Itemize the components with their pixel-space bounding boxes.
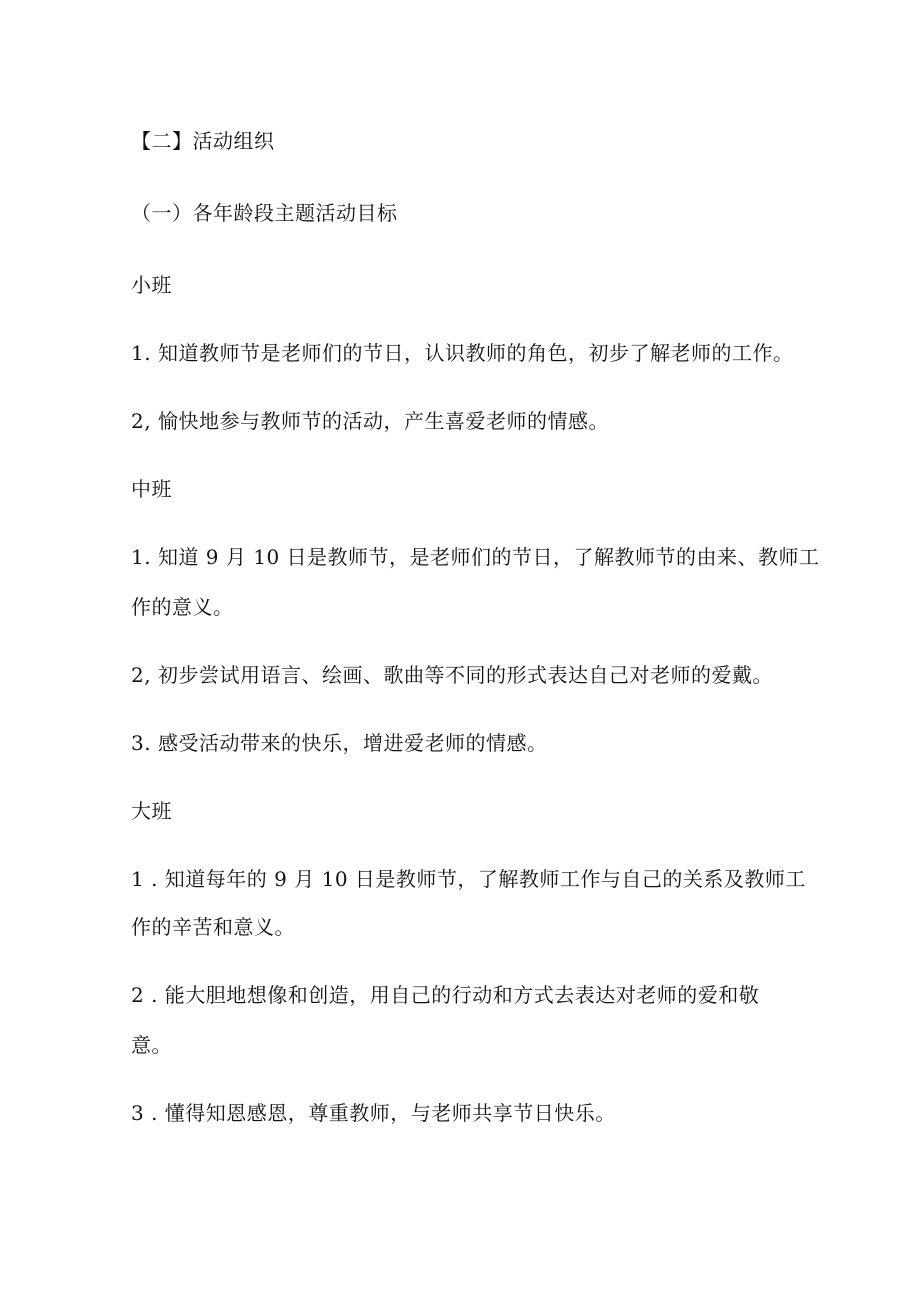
subsection-heading: （一）各年龄段主题活动目标 xyxy=(131,201,398,225)
middle-class-item-3: 3. 感受活动带来的快乐，增进爱老师的情感。 xyxy=(131,731,548,755)
section-heading: 【二】活动组织 xyxy=(131,129,275,153)
small-class-item-1: 1. 知道教师节是老师们的节日，认识教师的角色，初步了解老师的工作。 xyxy=(131,341,794,365)
large-class-item-2-line-1: 2 . 能大胆地想像和创造，用自己的行动和方式去表达对老师的爱和敬 xyxy=(131,983,760,1007)
middle-class-item-2: 2, 初步尝试用语言、绘画、歌曲等不同的形式表达自己对老师的爱戴。 xyxy=(131,663,773,687)
large-class-item-1-line-1: 1 . 知道每年的 9 月 10 日是教师节，了解教师工作与自己的关系及教师工 xyxy=(131,867,806,891)
large-class-item-3: 3 . 懂得知恩感恩，尊重教师，与老师共享节日快乐。 xyxy=(131,1101,616,1125)
large-class-item-1-line-2: 作的辛苦和意义。 xyxy=(131,915,295,939)
large-class-title: 大班 xyxy=(131,799,172,823)
middle-class-item-1-line-1: 1. 知道 9 月 10 日是教师节，是老师们的节日，了解教师节的由来、教师工 xyxy=(131,545,820,569)
small-class-title: 小班 xyxy=(131,273,172,297)
small-class-item-2: 2, 愉快地参与教师节的活动，产生喜爱老师的情感。 xyxy=(131,409,609,433)
middle-class-title: 中班 xyxy=(131,477,172,501)
middle-class-item-1-line-2: 作的意义。 xyxy=(131,595,234,619)
large-class-item-2-line-2: 意。 xyxy=(131,1033,172,1057)
